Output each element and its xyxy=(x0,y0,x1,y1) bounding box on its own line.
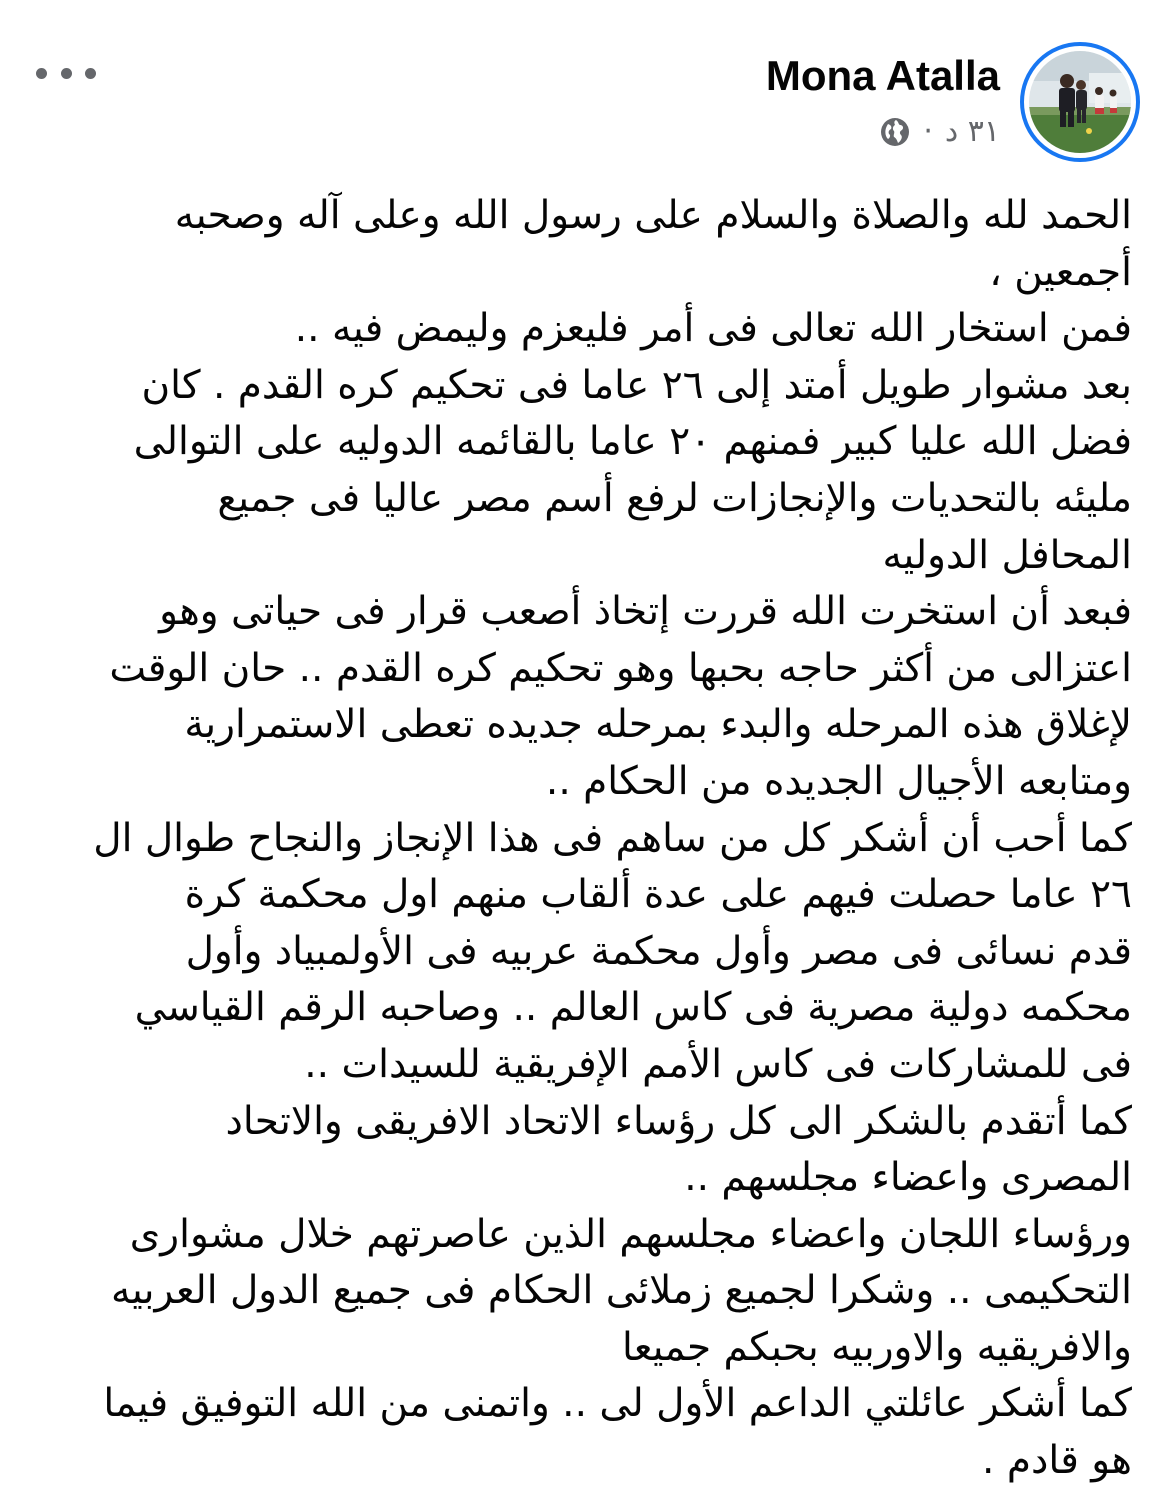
avatar[interactable] xyxy=(1020,42,1140,162)
post-text-line: بعد مشوار طويل أمتد إلى ٢٦ عاما فى تحكيم كره القدم . كان xyxy=(141,362,1132,408)
post-text-line: والافريقيه والاوربيه بحبكم جميعا xyxy=(621,1324,1132,1370)
post-text-line: فى للمشاركات فى كاس الأمم الإفريقية للسيدات .. xyxy=(304,1041,1132,1087)
post-text-line: مليئه بالتحديات والإنجازات لرفع أسم مصر عاليا فى جميع xyxy=(217,475,1132,521)
more-options-dot xyxy=(85,68,96,79)
post-text-line: كما أحب أن أشكر كل من ساهم فى هذا الإنجاز والنجاح طوال ال xyxy=(93,815,1132,861)
post-time[interactable]: ٣١ د xyxy=(944,114,1000,149)
post-text-line: ٢٦ عاما حصلت فيهم على عدة ألقاب منهم اول محكمة كرة xyxy=(184,872,1132,918)
post-text-line: فمن استخار الله تعالى فى أمر فليعزم وليمض فيه .. xyxy=(294,306,1132,352)
post-text-line: كما أتقدم بالشكر الى كل رؤساء الاتحاد الافريقى والاتحاد xyxy=(225,1098,1132,1144)
post-text-line: ورؤساء اللجان واعضاء مجلسهم الذين عاصرتهم خلال مشوارى xyxy=(129,1211,1132,1257)
post-text-line: هو قادم . xyxy=(982,1438,1132,1484)
author-name[interactable]: Mona Atalla xyxy=(765,52,1000,99)
post-text-line: قدم نسائى فى مصر وأول محكمة عربيه فى الأولمبياد وأول xyxy=(185,928,1132,974)
globe-icon[interactable] xyxy=(879,116,911,148)
author-block xyxy=(766,50,1000,152)
post-text-line: التحكيمى .. وشكرا لجميع زملائى الحكام فى جميع الدول العربيه xyxy=(110,1268,1132,1314)
post-meta xyxy=(766,112,1000,152)
avatar-photo xyxy=(1029,51,1131,153)
post-text-line: كما أشكر عائلتي الداعم الأول لى .. واتمنى من الله التوفيق فيما xyxy=(103,1381,1132,1427)
post-text-line: أجمعين ، xyxy=(989,249,1132,295)
meta-separator: · xyxy=(923,114,933,149)
more-options-dot xyxy=(61,68,72,79)
post-text-line: اعتزالى من أكثر حاجه بحبها وهو تحكيم كره القدم .. حان الوقت xyxy=(109,645,1132,691)
more-options-dot xyxy=(36,68,47,79)
post-text-line: المصرى واعضاء مجلسهم .. xyxy=(684,1155,1132,1201)
post-text-line: المحافل الدوليه xyxy=(882,532,1132,578)
more-options-button[interactable] xyxy=(36,58,96,88)
post-text-line: الحمد لله والصلاة والسلام على رسول الله وعلى آله وصحبه xyxy=(174,193,1132,238)
post-text-line: محكمه دولية مصرية فى كاس العالم .. وصاحبه الرقم القياسي xyxy=(134,985,1132,1031)
post-text-line: فضل الله عليا كبير فمنهم ٢٠ عاما بالقائمه الدوليه على التوالى xyxy=(133,419,1132,465)
post-text-line: لإغلاق هذه المرحله والبدء بمرحله جديده تعطى الاستمرارية xyxy=(184,702,1132,748)
post-text-line: فبعد أن استخرت الله قررت إتخاذ أصعب قرار فى حياتى وهو xyxy=(159,589,1132,635)
post-header xyxy=(0,0,1170,170)
post-text-line: ومتابعه الأجيال الجديده من الحكام .. xyxy=(545,758,1132,804)
post-text xyxy=(36,188,1132,1490)
